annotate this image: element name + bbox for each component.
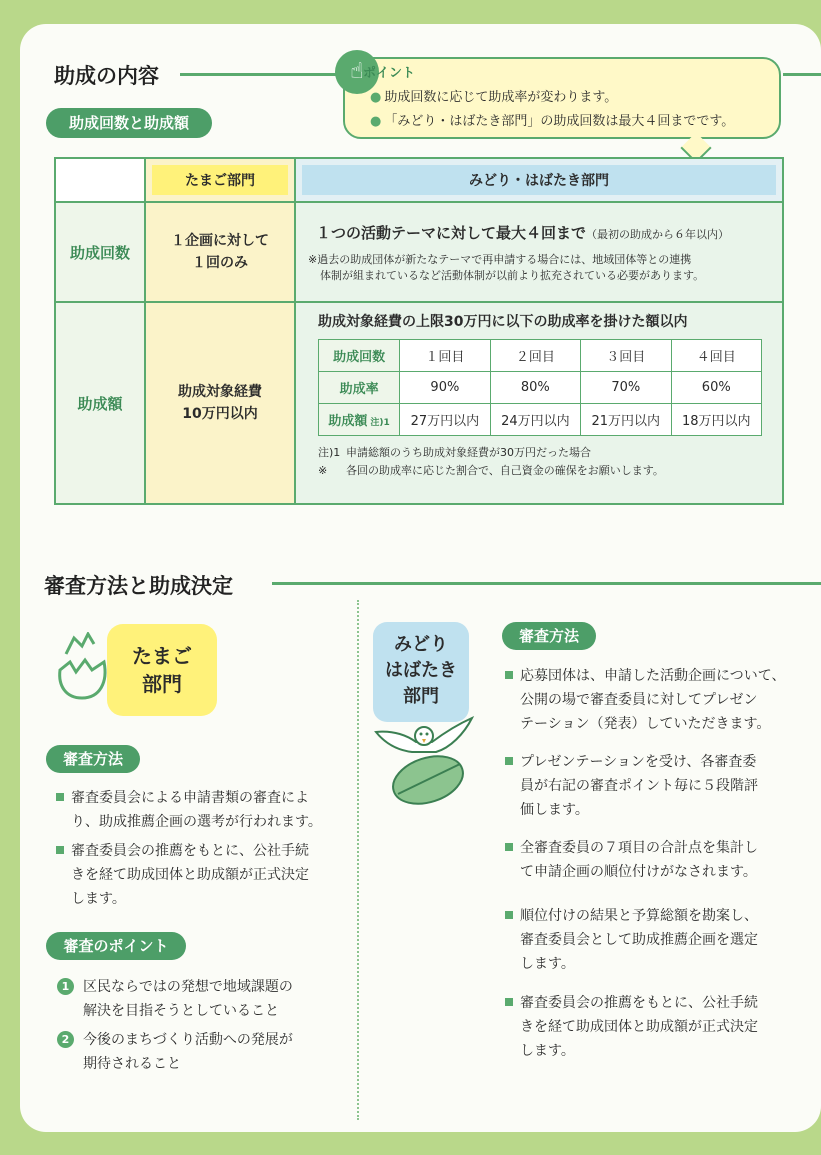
rate-head-rate: 助成率 <box>319 372 400 404</box>
midori-method-item-5: 審査委員会の推薦をもとに、公社手続 きを経て助成団体と助成額が正式決定 します。 <box>520 991 758 1063</box>
subtitle-pill: 助成回数と助成額 <box>46 108 212 138</box>
title-rule <box>180 73 342 76</box>
amount-1: 27万円以内 <box>400 404 490 436</box>
note-1: 注)1 申請総額のうち助成対象経費が30万円だった場合 <box>318 446 591 459</box>
bird-on-leaf-icon <box>372 712 476 810</box>
midori-amount-cell: 助成対象経費の上限30万円に以下の助成率を掛けた額以内 助成回数 １回目 ２回目 ３回目 ４回目 助成率 90% 80% 70% 60% 助成額 注)1 27万円以内 24万円以内 21万円以内 18万円以内 注)1 申請総額のうち助成対象経費が30万円だった場合 ※ 各回の助成率に応じた割合で、自己資金の確保をお願いします。 <box>295 302 783 504</box>
header-midori: みどり・はばたき部門 <box>295 158 783 202</box>
header-tamago: たまご部門 <box>145 158 295 202</box>
rate-table <box>318 339 762 436</box>
point-line-2: ● 「みどり・はばたき部門」の助成回数は最大４回までです。 <box>370 114 735 129</box>
review-point-2: 2 今後のまちづくり活動への発展が 期待されること <box>83 1028 293 1076</box>
table-corner <box>55 158 145 202</box>
title-rule-right <box>783 73 821 76</box>
point-label: ポイント <box>363 66 416 81</box>
count-2: ２回目 <box>490 340 580 372</box>
rate-1: 90% <box>400 372 490 404</box>
tamago-amount-cell: 助成対象経費 10万円以内 <box>145 302 295 504</box>
midori-method-item-2: プレゼンテーションを受け、各審査委 員が右記の審査ポイント毎に５段階評 価します。 <box>520 750 758 822</box>
rate-head-count: 助成回数 <box>319 340 400 372</box>
amount-3: 21万円以内 <box>581 404 671 436</box>
tamago-count-cell: １企画に対して １回のみ <box>145 202 295 302</box>
rate-3: 70% <box>581 372 671 404</box>
tamago-method-item-2: 審査委員会の推薦をもとに、公社手続 きを経て助成団体と助成額が正式決定 します。 <box>71 839 309 911</box>
midori-method-pill: 審査方法 <box>502 622 596 650</box>
rate-2: 80% <box>490 372 580 404</box>
grant-table <box>54 157 784 505</box>
row-head-count: 助成回数 <box>55 202 145 302</box>
pointing-hand-icon: ☝ <box>335 50 379 94</box>
rate-head-amount: 助成額 注)1 <box>319 404 400 436</box>
midori-method-item-3: 全審査委員の７項目の合計点を集計し て申請企画の順位付けがなされます。 <box>520 836 758 884</box>
tamago-badge: たまご 部門 <box>107 624 217 716</box>
midori-count-cell: １つの活動テーマに対して最大４回まで（最初の助成から６年以内） ※過去の助成団体が新たなテーマで再申請する場合には、地域団体等との連携 体制が組まれているなど活動体制が以前より拡充されている必要があります。 <box>295 202 783 302</box>
midori-badge: みどり はばたき 部門 <box>373 622 469 722</box>
cracked-egg-icon <box>52 632 114 702</box>
row-head-amount: 助成額 <box>55 302 145 504</box>
note-2: ※ 各回の助成率に応じた割合で、自己資金の確保をお願いします。 <box>318 464 664 477</box>
amount-4: 18万円以内 <box>671 404 761 436</box>
tamago-method-pill: 審査方法 <box>46 745 140 773</box>
amount-2: 24万円以内 <box>490 404 580 436</box>
midori-method-item-1: 応募団体は、申請した活動企画について、 公開の場で審査委員に対してプレゼン テーション（発表）していただきます。 <box>520 664 785 736</box>
count-4: ４回目 <box>671 340 761 372</box>
midori-method-item-4: 順位付けの結果と予算総額を勘案し、 審査委員会として助成推薦企画を選定 します。 <box>520 904 758 976</box>
count-1: １回目 <box>400 340 490 372</box>
rate-4: 60% <box>671 372 761 404</box>
section-title-review: 審査方法と助成決定 <box>44 574 233 598</box>
column-divider <box>357 600 359 1120</box>
tamago-method-item-1: 審査委員会による申請書類の審査によ り、助成推薦企画の選考が行われます。 <box>71 786 322 834</box>
title-rule-2 <box>272 582 821 585</box>
section-title-grant-content: 助成の内容 <box>54 64 159 88</box>
count-3: ３回目 <box>581 340 671 372</box>
tamago-points-pill: 審査のポイント <box>46 932 186 960</box>
point-line-1: ● 助成回数に応じて助成率が変わります。 <box>370 90 618 105</box>
review-point-1: 1 区民ならではの発想で地域課題の 解決を目指そうとしていること <box>83 975 293 1023</box>
